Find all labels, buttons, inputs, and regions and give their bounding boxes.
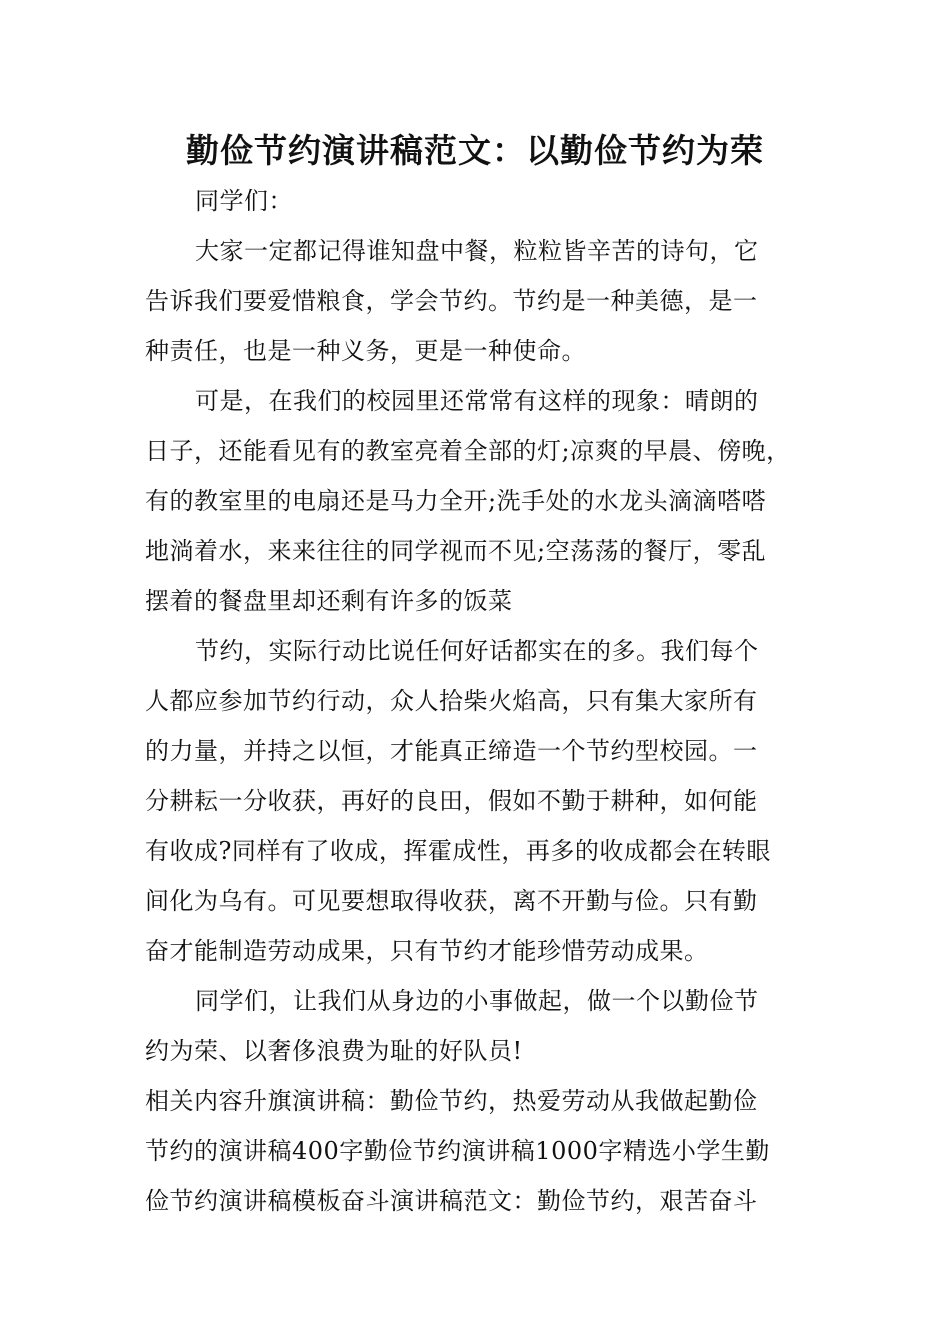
- text-line: 种责任，也是一种义务，更是一种使命。: [145, 337, 586, 365]
- text-line: 人都应参加节约行动，众人拾柴火焰高，只有集大家所有: [145, 687, 758, 715]
- text-line: 大家一定都记得谁知盘中餐，粒粒皆辛苦的诗句，它: [195, 237, 759, 265]
- text-line: 可是，在我们的校园里还常常有这样的现象：晴朗的: [195, 387, 759, 415]
- text-line: 节约，实际行动比说任何好话都实在的多。我们每个: [195, 637, 759, 665]
- text-line: 同学们：: [195, 187, 293, 215]
- text-line: 有的教室里的电扇还是马力全开;洗手处的水龙头滴滴嗒嗒: [145, 487, 767, 515]
- text-line: 间化为乌有。可见要想取得收获，离不开勤与俭。只有勤: [145, 887, 758, 915]
- text-line: 约为荣、以奢侈浪费为耻的好队员!: [145, 1037, 523, 1065]
- text-line: 告诉我们要爱惜粮食，学会节约。节约是一种美德，是一: [145, 287, 758, 315]
- text-line: 俭节约演讲稿模板奋斗演讲稿范文：勤俭节约，艰苦奋斗: [145, 1187, 758, 1215]
- text-line: 分耕耘一分收获，再好的良田，假如不勤于耕种，如何能: [145, 787, 758, 815]
- text-line: 相关内容升旗演讲稿：勤俭节约，热爱劳动从我做起勤俭: [145, 1087, 758, 1115]
- text-line: 的力量，并持之以恒，才能真正缔造一个节约型校园。一: [145, 737, 758, 765]
- text-line: 奋才能制造劳动成果，只有节约才能珍惜劳动成果。: [145, 937, 709, 965]
- text-line: 摆着的餐盘里却还剩有许多的饭菜: [145, 587, 513, 615]
- text-line: 地淌着水，来来往往的同学视而不见;空荡荡的餐厅，零乱: [145, 537, 767, 565]
- text-line: 同学们，让我们从身边的小事做起，做一个以勤俭节: [195, 987, 759, 1015]
- document-body: [145, 176, 805, 1226]
- text-line: 日子，还能看见有的教室亮着全部的灯;凉爽的早晨、傍晚，: [145, 437, 791, 465]
- text-line: 有收成?同样有了收成，挥霍成性，再多的收成都会在转眼: [145, 837, 771, 865]
- document-title: 勤俭节约演讲稿范文：以勤俭节约为荣: [186, 131, 764, 170]
- text-line: 节约的演讲稿400字勤俭节约演讲稿1000字精选小学生勤: [145, 1137, 770, 1165]
